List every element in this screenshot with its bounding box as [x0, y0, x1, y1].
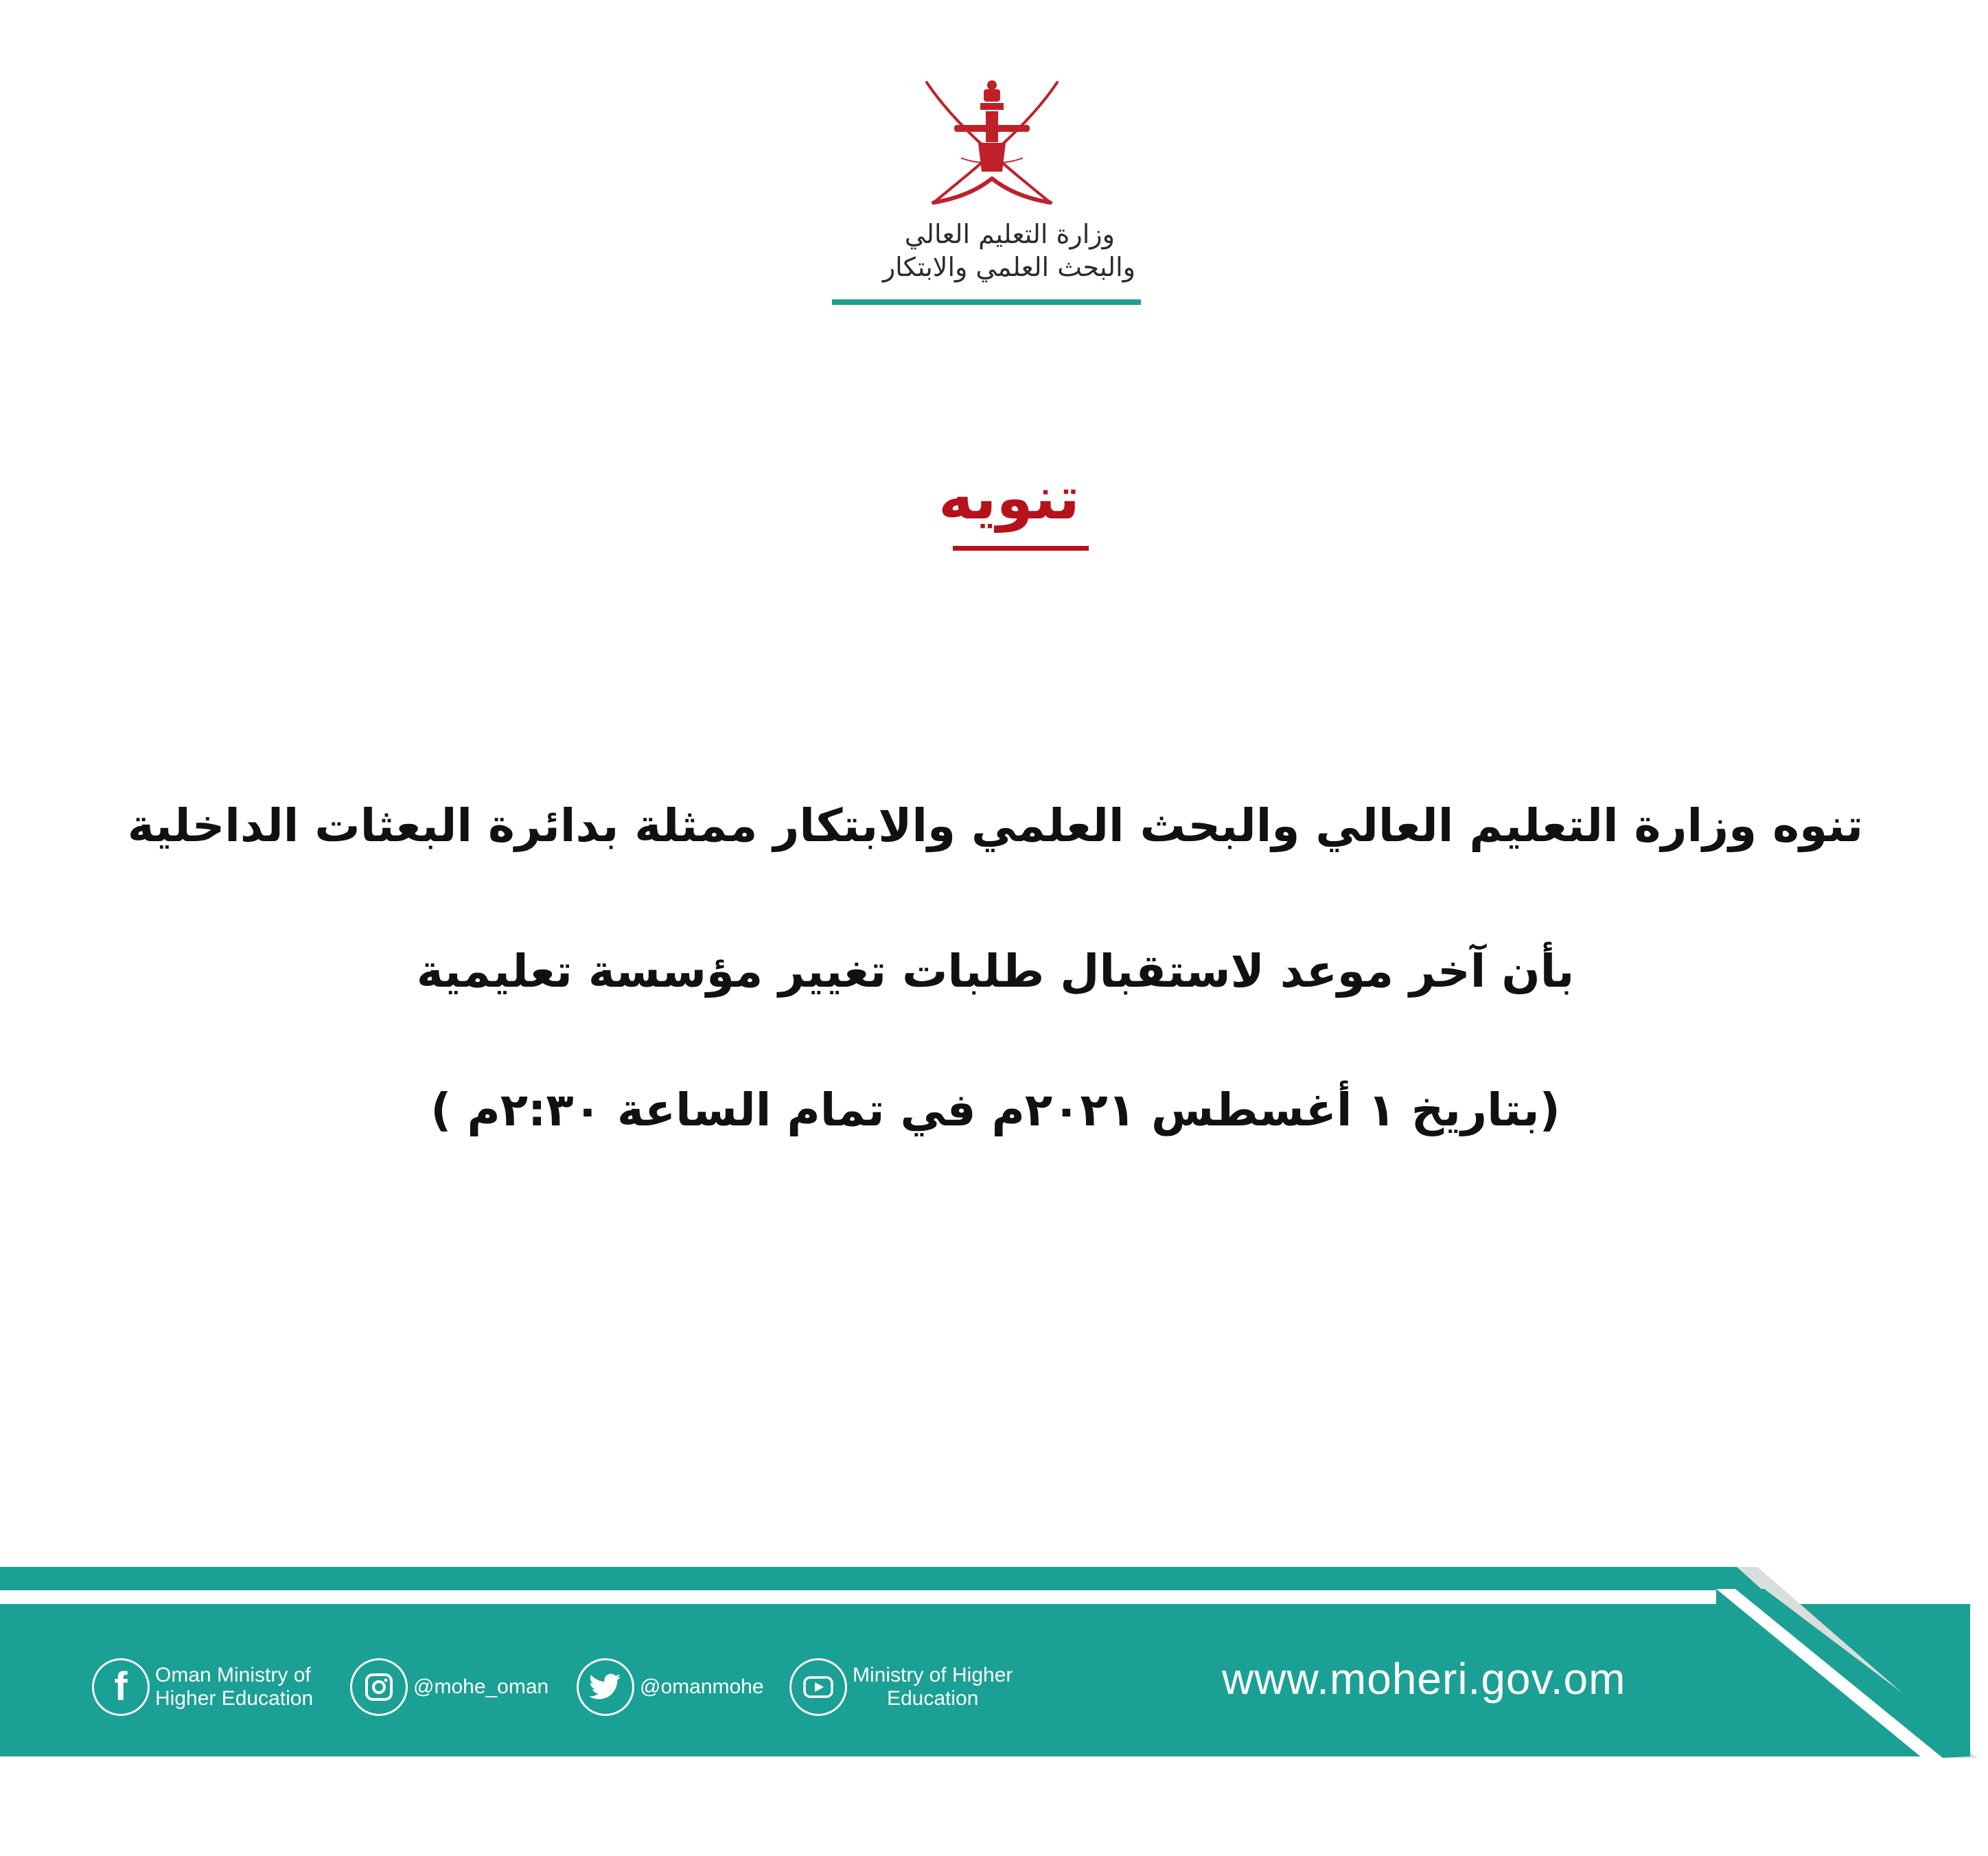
instagram-icon: [350, 1658, 408, 1716]
notice-title: تنويه: [938, 464, 1080, 533]
youtube-label-line2: Education: [886, 1687, 979, 1710]
notice-title-underline: [953, 546, 1089, 551]
footer-stripe: [0, 1567, 1737, 1590]
facebook-label-line2: Higher Education: [155, 1687, 314, 1710]
youtube-label-line1: Ministry of Higher: [853, 1664, 1013, 1686]
notice-line-3: (بتاريخ ١ أغسطس ٢٠٢١م في تمام الساعة ٢:٣٠م ): [430, 1084, 1560, 1136]
ministry-name-line1: وزارة التعليم العالي: [904, 219, 1115, 249]
instagram-link[interactable]: [350, 1656, 548, 1718]
oman-emblem-icon: [913, 76, 1071, 213]
youtube-icon: [789, 1658, 847, 1716]
twitter-label: @omanmohe: [640, 1675, 764, 1698]
facebook-label-line1: Oman Ministry of: [155, 1664, 311, 1686]
youtube-link[interactable]: [789, 1656, 1013, 1718]
facebook-icon: f: [92, 1658, 150, 1716]
notice-line-2: بأن آخر موعد لاستقبال طلبات تغيير مؤسسة تعليمية: [416, 945, 1575, 998]
ministry-name-line2: والبحث العلمي والابتكار: [882, 252, 1135, 282]
facebook-link[interactable]: [92, 1656, 313, 1718]
website-link[interactable]: www.moheri.gov.om: [1222, 1654, 1626, 1704]
instagram-label: @mohe_oman: [413, 1675, 549, 1698]
notice-line-1: تنوه وزارة التعليم العالي والبحث العلمي والابتكار ممثلة بدائرة البعثات الداخلية: [127, 799, 1864, 852]
ministry-name: [824, 218, 1140, 284]
twitter-link[interactable]: [577, 1656, 764, 1718]
footer-corner-decoration: [1716, 1559, 1988, 1765]
twitter-icon: [577, 1658, 634, 1716]
ministry-name-rule: [832, 299, 1141, 305]
